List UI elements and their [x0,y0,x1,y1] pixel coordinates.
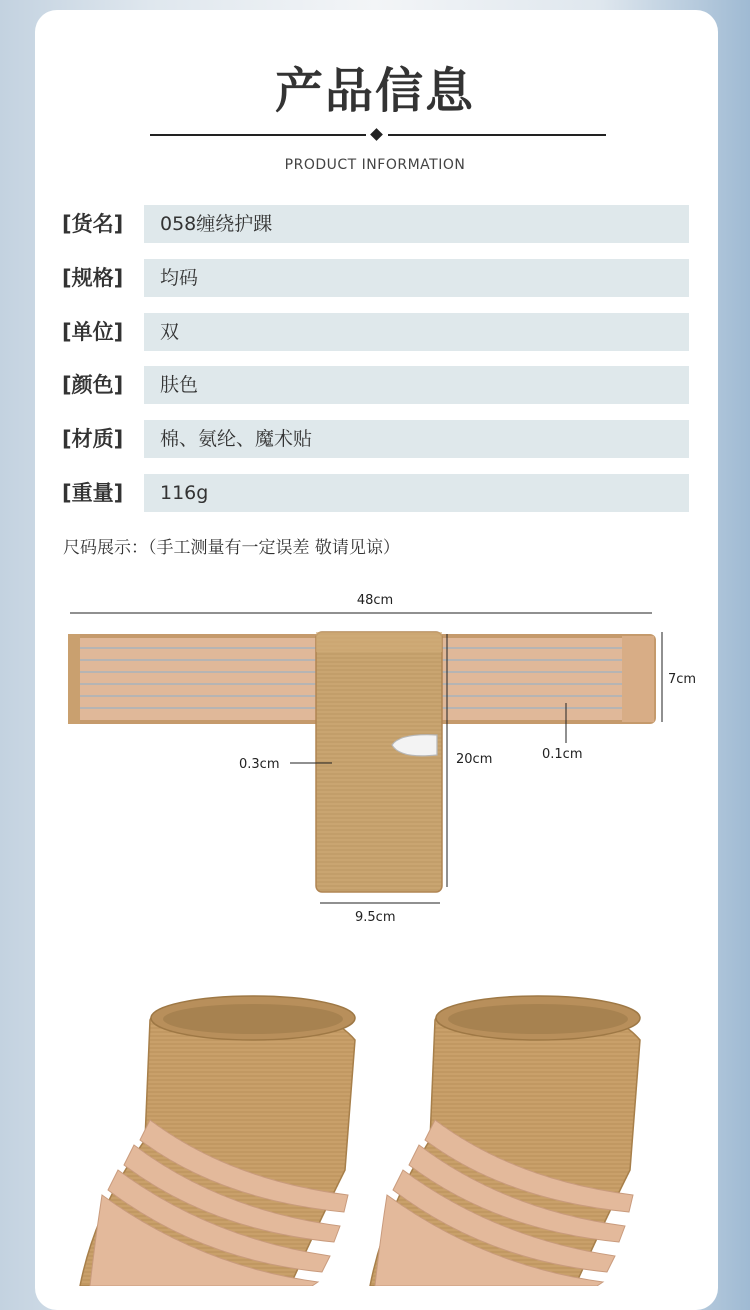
spec-value: 肤色 [144,366,689,404]
size-note: 尺码展示：（手工测量有一定误差 敬请见谅） [63,538,400,558]
spec-label: [货名] [62,212,124,236]
spec-label: [单位] [62,320,124,344]
ankle-photo-left [80,996,355,1286]
title-divider-left [150,134,366,136]
strap-thickness-label: 0.1cm [542,747,583,762]
height-label: 7cm [668,672,697,687]
sleeve-width-label: 9.5cm [355,910,396,925]
spec-value: 双 [144,313,689,351]
spec-label: [规格] [62,266,124,290]
size-diagram [0,580,750,930]
spec-label: [材质] [62,427,124,451]
length-label: 48cm [356,593,394,608]
product-photos [0,990,750,1286]
spec-label: [重量] [62,481,124,505]
sleeve-length-label: 20cm [456,752,493,767]
ankle-sleeve [316,632,442,892]
spec-value: 棉、氨纶、魔术贴 [144,420,689,458]
spec-label: [颜色] [62,373,124,397]
spec-value: 116g [144,474,689,512]
ankle-photo-right [370,996,640,1286]
spec-value: 均码 [144,259,689,297]
spec-value: 058缠绕护踝 [144,205,689,243]
page-title: 产品信息 [274,63,475,119]
page-subtitle: PRODUCT INFORMATION [284,157,466,173]
title-divider-right [388,134,606,136]
sleeve-thickness-label: 0.3cm [239,757,280,772]
